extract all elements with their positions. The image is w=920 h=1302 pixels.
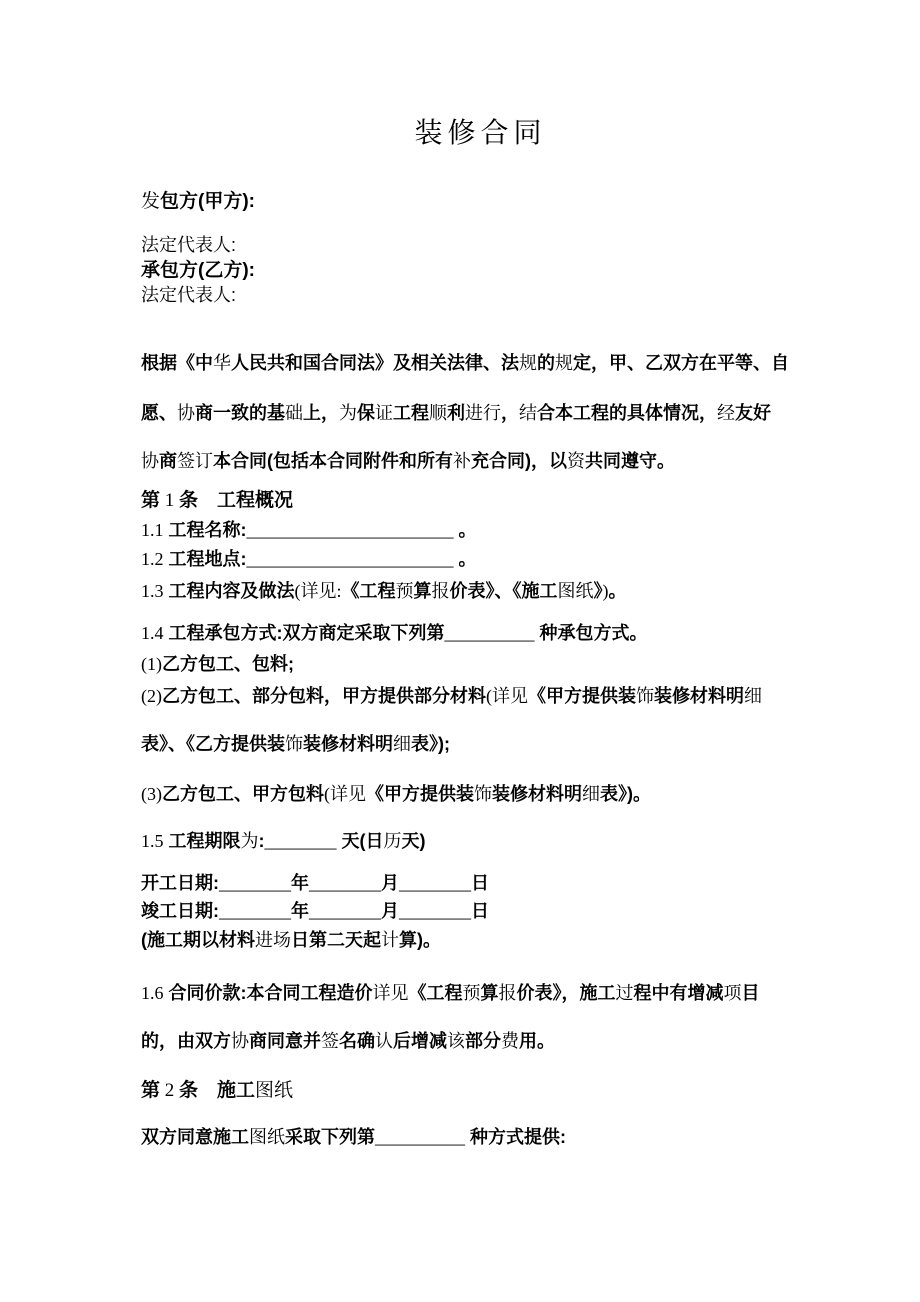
text-run: 日: [471, 873, 489, 893]
clause-1-6-line-1: [141, 984, 790, 1002]
light-text-run: 证: [375, 403, 393, 423]
light-text-run: 预: [395, 581, 414, 601]
light-text-run: 签订: [177, 451, 213, 471]
text-run: 天): [401, 831, 426, 851]
text-run: 利: [447, 403, 465, 423]
light-text-run: 图纸: [255, 1080, 294, 1101]
text-run: 日: [471, 901, 489, 921]
text-run: 工程: [393, 403, 429, 423]
light-text-run: 1.6: [141, 983, 164, 1003]
text-run: 。: [608, 581, 627, 601]
text-run: 种承包方式。: [534, 623, 648, 643]
light-text-run: 认: [375, 1031, 393, 1051]
text-run: 工程名称:: [163, 520, 247, 540]
text-run: 根据《中: [141, 353, 213, 373]
text-run: 工程地点:: [163, 549, 247, 569]
preamble-line-2: [141, 404, 790, 422]
light-text-run: 图纸: [249, 1127, 285, 1147]
light-text-run: 进场: [255, 930, 291, 950]
light-text-run: (2): [141, 686, 162, 706]
text-run: 《甲方提供装: [366, 784, 474, 804]
text-run: 工程期限: [163, 831, 241, 851]
light-text-run: 1.5: [141, 831, 164, 851]
text-run: ，: [501, 403, 519, 423]
light-text-run: (详见:: [294, 581, 342, 601]
construction-period-note: [141, 931, 790, 949]
option-2-line-2: [141, 735, 790, 753]
text-run: 愿、: [141, 403, 177, 423]
light-text-run: ________: [309, 901, 381, 921]
text-run: 装修材料明: [303, 734, 393, 754]
text-run: 年: [291, 873, 309, 893]
light-text-run: (1): [141, 654, 162, 674]
text-run: 表》、《乙方提供装: [141, 734, 285, 754]
clause-1-2: [141, 550, 790, 568]
light-text-run: ________: [399, 873, 471, 893]
text-run: 本合同(包括本合同附件和所有: [213, 451, 453, 471]
light-text-run: 协: [141, 451, 159, 471]
light-text-run: 1.4: [141, 623, 164, 643]
light-text-run: 结: [519, 403, 537, 423]
light-text-run: 过: [615, 983, 634, 1003]
light-text-run: 规: [519, 353, 537, 373]
light-text-run: 2: [160, 1080, 180, 1101]
light-text-run: 为: [240, 831, 259, 851]
document-title: [141, 120, 790, 148]
clause-1-1: [141, 521, 790, 539]
text-run: 的，由双方: [141, 1031, 231, 1051]
light-text-run: 发: [141, 191, 161, 212]
light-text-run: 1.3: [141, 581, 164, 601]
text-run: 第: [141, 1080, 161, 1101]
text-run: 开工日期:: [141, 873, 219, 893]
light-text-run: 饰: [285, 734, 303, 754]
start-date-line: [141, 874, 790, 892]
text-run: 名确: [339, 1031, 375, 1051]
light-text-run: (详见: [324, 784, 366, 804]
light-text-run: 详见: [372, 983, 409, 1003]
text-run: 年: [291, 901, 309, 921]
light-text-run: 协: [231, 1031, 249, 1051]
text-run: 工程承包方式:双方商定采取下列第: [163, 623, 445, 643]
light-text-run: 细: [744, 686, 762, 706]
light-text-run: 顺: [429, 403, 447, 423]
clause-1-5: [141, 832, 790, 850]
text-run: 》: [593, 581, 603, 601]
light-text-run: 规: [555, 353, 573, 373]
party-b-label: [141, 261, 790, 280]
text-run: 合同价款:本合同工程造价: [163, 983, 373, 1003]
light-text-run: 历: [383, 831, 402, 851]
text-run: 商同意并: [249, 1031, 321, 1051]
text-run: 保: [357, 403, 375, 423]
text-run: 法定代表人:: [141, 235, 237, 255]
text-run: 乙方包工、部分包料，甲方提供部分材料: [162, 686, 486, 706]
light-text-run: 该: [447, 1031, 465, 1051]
option-1: [141, 655, 790, 673]
text-run: 承包方(乙方):: [141, 260, 255, 281]
light-text-run: 为: [339, 403, 357, 423]
text-run: 种方式提供:: [465, 1127, 566, 1147]
light-text-run: 1.2: [141, 549, 164, 569]
light-text-run: 补: [453, 451, 471, 471]
light-text-run: 预: [462, 983, 481, 1003]
text-run: 《工程: [341, 581, 396, 601]
text-run: 价表》、《施工: [449, 581, 558, 601]
text-run: 乙方包工、甲方包料: [162, 784, 324, 804]
light-text-run: 细: [393, 734, 411, 754]
text-run: 条 施工: [179, 1080, 256, 1101]
text-run: 乙方包工、包料;: [162, 654, 294, 674]
text-run: 法定代表人:: [141, 285, 237, 305]
text-run: 目: [741, 983, 760, 1003]
article-2-intro: [141, 1128, 790, 1146]
light-text-run: 饰: [636, 686, 654, 706]
light-text-run: _______________________: [246, 549, 454, 569]
text-run: 竣工日期:: [141, 901, 219, 921]
option-2-line-1: [141, 687, 790, 705]
text-run: 程中有增减: [633, 983, 724, 1003]
text-run: 后增减: [393, 1031, 447, 1051]
text-run: 友好: [735, 403, 771, 423]
light-text-run: 细: [582, 784, 600, 804]
text-run: 用。: [519, 1031, 555, 1051]
text-run: :: [258, 831, 265, 851]
text-run: (施工期以材料: [141, 930, 255, 950]
light-text-run: 进行: [465, 403, 501, 423]
text-run: 装修合同: [414, 118, 547, 149]
light-text-run: 费: [501, 1031, 519, 1051]
light-text-run: 签: [321, 1031, 339, 1051]
light-text-run: 1: [160, 490, 180, 511]
light-text-run: __________: [375, 1127, 465, 1147]
text-run: 表》)。: [600, 784, 651, 804]
text-run: 算)。: [399, 930, 441, 950]
light-text-run: 饰: [474, 784, 492, 804]
clause-1-6-line-2: [141, 1032, 790, 1050]
text-run: 充合同)，以: [471, 451, 567, 471]
text-run: 商: [159, 451, 177, 471]
light-text-run: 项: [723, 983, 742, 1003]
text-run: 第: [141, 490, 161, 511]
light-text-run: (详见: [486, 686, 528, 706]
text-run: 价表》，施工: [516, 983, 616, 1003]
light-text-run: 协: [177, 403, 195, 423]
light-text-run: 华: [213, 353, 231, 373]
text-run: 算: [480, 983, 499, 1003]
text-run: 装修材料明: [492, 784, 582, 804]
light-text-run: 报: [498, 983, 517, 1003]
text-run: 。: [453, 549, 477, 569]
light-text-run: 计: [381, 930, 399, 950]
text-run: 上，: [303, 403, 339, 423]
text-run: 装修材料明: [654, 686, 744, 706]
preamble-line-1: [141, 354, 790, 372]
text-run: 商一致的基: [195, 403, 285, 423]
light-text-run: 1.1: [141, 520, 164, 540]
party-a-label: [141, 192, 790, 211]
light-text-run: 图纸: [557, 581, 594, 601]
light-text-run: ________: [264, 831, 337, 851]
text-run: 共同遵守。: [585, 451, 675, 471]
light-text-run: _______________________: [246, 520, 454, 540]
text-run: 的: [537, 353, 555, 373]
text-run: 工程内容及做法: [163, 581, 295, 601]
text-run: 月: [381, 873, 399, 893]
text-run: 部分: [465, 1031, 501, 1051]
light-text-run: ): [602, 581, 609, 601]
light-text-run: (3): [141, 784, 162, 804]
text-run: 日第二天起: [291, 930, 381, 950]
light-text-run: ________: [399, 901, 471, 921]
text-run: 人民共和国合同法》及相关法律、法: [231, 353, 519, 373]
text-run: 双方同意施工: [141, 1127, 249, 1147]
text-run: 包方(甲方):: [160, 191, 255, 212]
text-run: 定，甲、乙双方在平等、自: [573, 353, 789, 373]
light-text-run: ________: [219, 901, 291, 921]
text-run: 天(日: [336, 831, 384, 851]
text-run: 合本工程的具体情况，: [537, 403, 717, 423]
light-text-run: ________: [219, 873, 291, 893]
light-text-run: ________: [309, 873, 381, 893]
text-run: 算: [413, 581, 432, 601]
clause-1-3: [141, 582, 790, 600]
text-run: 条 工程概况: [179, 490, 294, 511]
article-2-heading: [141, 1081, 790, 1100]
party-a-representative: [141, 236, 790, 254]
text-run: 表》);: [411, 734, 450, 754]
light-text-run: 报: [431, 581, 450, 601]
text-run: 月: [381, 901, 399, 921]
clause-1-4: [141, 624, 790, 642]
light-text-run: 础: [285, 403, 303, 423]
light-text-run: __________: [444, 623, 535, 643]
light-text-run: 经: [717, 403, 735, 423]
completion-date-line: [141, 902, 790, 920]
light-text-run: 资: [567, 451, 585, 471]
article-1-heading: [141, 491, 790, 510]
party-b-representative: [141, 286, 790, 304]
preamble-line-3: [141, 452, 790, 470]
text-run: 《工程: [408, 983, 463, 1003]
text-run: 采取下列第: [285, 1127, 375, 1147]
option-3: [141, 785, 790, 803]
text-run: 《甲方提供装: [528, 686, 636, 706]
text-run: 。: [453, 520, 477, 540]
